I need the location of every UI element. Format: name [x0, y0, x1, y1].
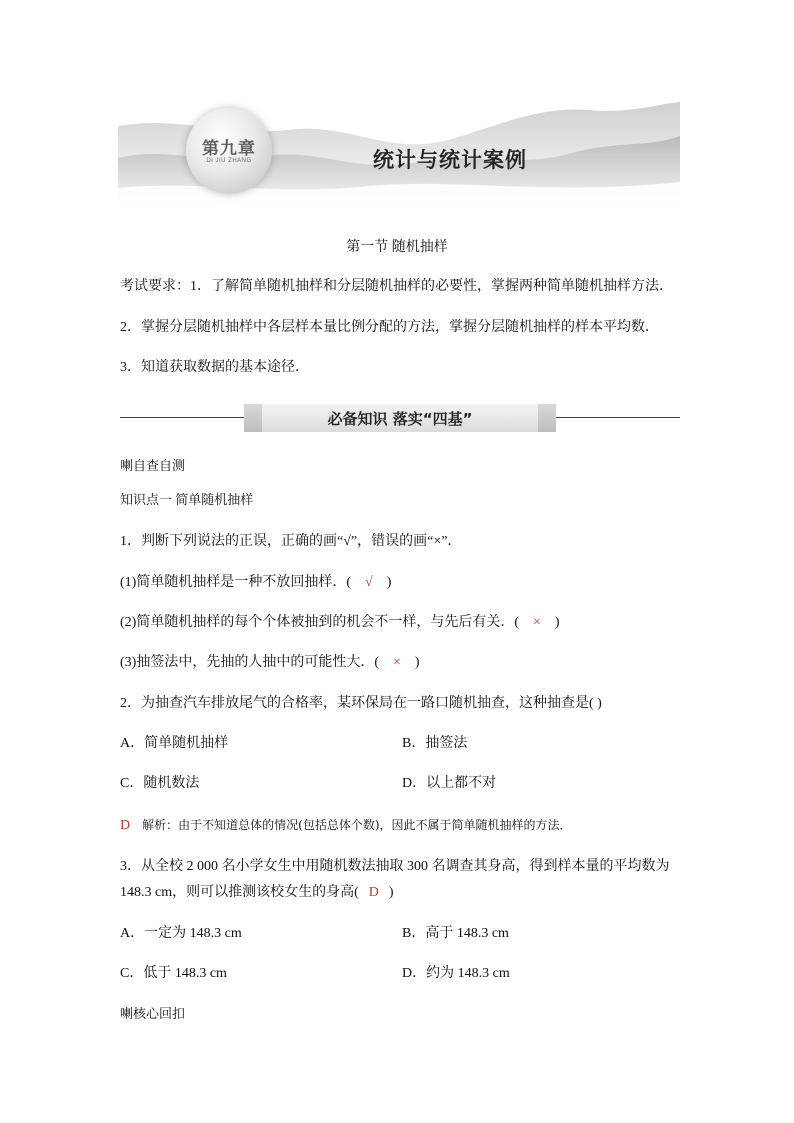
divider-text: 必备知识 落实“四基”	[327, 410, 473, 428]
exam-requirement-line-1: 考试要求：1．了解简单随机抽样和分层随机抽样的必要性，掌握两种简单随机抽样方法．	[120, 279, 673, 294]
question-2-option-a: A．简单随机抽样	[120, 736, 229, 751]
question-2-analysis	[120, 815, 572, 836]
question-3-stem-line-1: 3．从全校 2 000 名小学女生中用随机数法抽取 300 名调查其身高，得到样本量的平均数为	[120, 859, 670, 874]
section-divider	[120, 404, 680, 432]
question-3-option-d: D．约为 148.3 cm	[402, 966, 510, 981]
question-2-option-d: D．以上都不对	[402, 776, 497, 791]
item-close: )	[414, 655, 420, 670]
question-2-option-b: B．抽签法	[402, 736, 468, 751]
item-close: )	[386, 575, 392, 590]
chapter-banner	[118, 96, 680, 208]
item-text: (1)简单随机抽样是一种不放回抽样．(	[120, 575, 351, 590]
question-2-option-c: C．随机数法	[120, 776, 200, 791]
question-2-stem: 2．为抽查汽车排放尾气的合格率，某环保局在一路口随机抽查，这种抽查是( )	[120, 696, 602, 711]
item-text: (2)简单随机抽样的每个个体被抽到的机会不一样，与先后有关．(	[120, 615, 519, 630]
question-3-option-b: B．高于 148.3 cm	[402, 926, 509, 941]
stem-text: 148.3 cm，则可以推测该校女生的身高(	[120, 885, 359, 900]
answer-mark: ×	[533, 615, 541, 630]
question-1-item-3	[120, 653, 420, 673]
stem-close: )	[388, 885, 394, 900]
question-3-option-c: C．低于 148.3 cm	[120, 966, 227, 981]
item-close: )	[554, 615, 560, 630]
answer-letter: D	[120, 818, 131, 833]
question-1-item-2	[120, 613, 560, 633]
answer-mark: ×	[393, 655, 401, 670]
question-1-stem: 1．判断下列说法的正误，正确的画“√”，错误的画“×”．	[120, 534, 462, 549]
divider-rule-right	[556, 417, 680, 418]
analysis-label: 解析：	[142, 818, 179, 832]
exam-requirement-line-3: 3．知道获取数据的基本途径．	[120, 360, 309, 375]
question-3-stem-line-2	[120, 883, 394, 903]
self-check-heading: 喇自查自测	[120, 458, 186, 473]
knowledge-point-heading: 知识点一 简单随机抽样	[120, 492, 254, 507]
chapter-pinyin: DI JIU ZHANG	[206, 158, 252, 164]
chapter-title: 统计与统计案例	[373, 148, 527, 172]
question-1-item-1	[120, 573, 391, 593]
exam-requirement-line-2: 2．掌握分层随机抽样中各层样本量比例分配的方法，掌握分层随机抽样的样本平均数．	[120, 320, 659, 335]
analysis-text: 由于不知道总体的情况(包括总体个数)，因此不属于简单随机抽样的方法．	[178, 818, 572, 832]
divider-banner	[244, 404, 556, 432]
question-3-option-a: A．一定为 148.3 cm	[120, 926, 242, 941]
item-text: (3)抽签法中，先抽的人抽中的可能性大．(	[120, 655, 379, 670]
chapter-badge	[186, 108, 272, 194]
core-review-heading: 喇核心回扣	[120, 1006, 186, 1021]
divider-rule-left	[120, 417, 244, 418]
section-title: 第一节 随机抽样	[346, 240, 448, 255]
answer-mark: √	[365, 575, 373, 590]
answer-mark: D	[368, 885, 379, 900]
chapter-number: 第九章	[202, 139, 256, 159]
